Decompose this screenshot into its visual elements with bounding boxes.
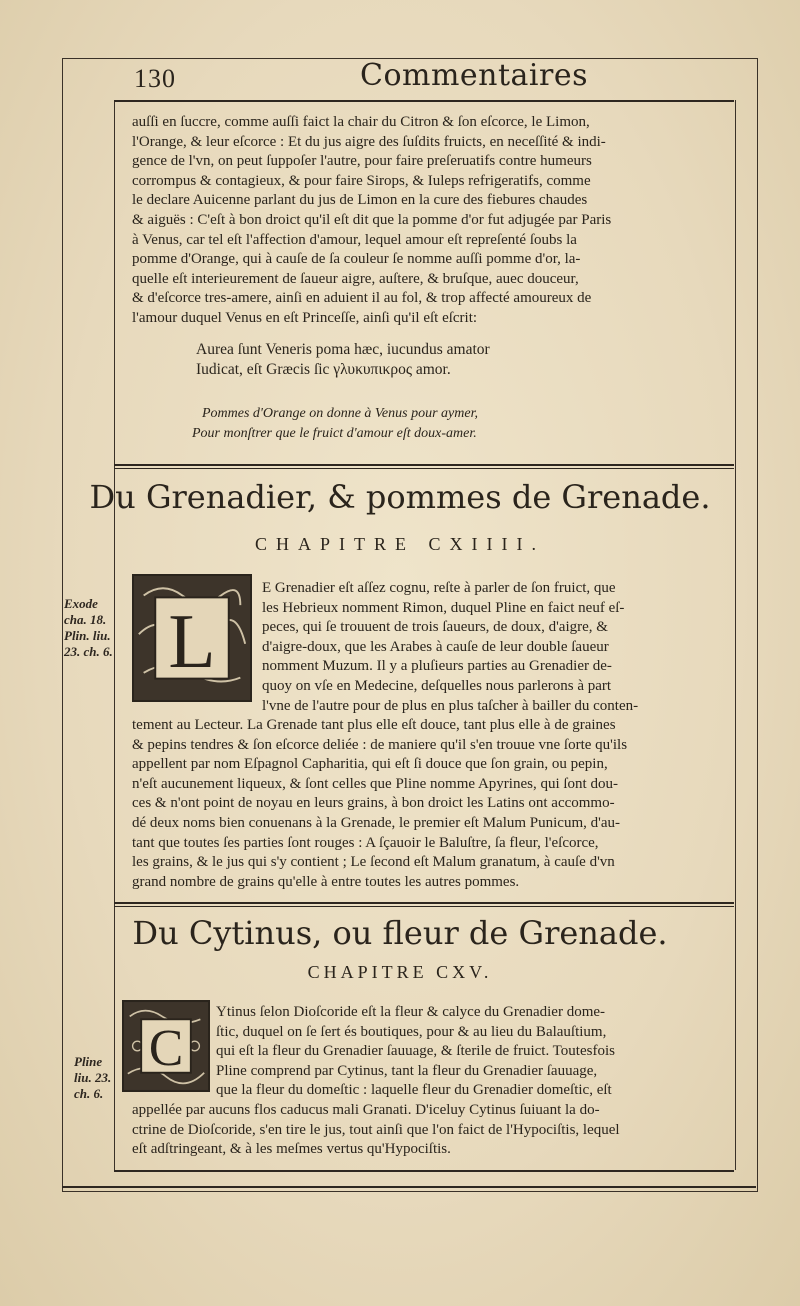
- header-rule: [114, 100, 734, 102]
- text-line: l'Orange, & leur eſcorce : Et du jus aigre des ſuſdits fruicts, en neceſſité & indi-: [132, 133, 606, 150]
- section-divider-2b: [114, 906, 734, 907]
- chapter-114-body: [132, 716, 726, 892]
- margin-note-line: Exode: [64, 596, 98, 611]
- margin-note-line: cha. 18.: [64, 612, 107, 627]
- decorated-initial-c: [122, 1000, 210, 1092]
- decorated-initial-ornament: [134, 576, 250, 700]
- decorated-initial-ornament: [124, 1002, 208, 1090]
- text-line: qui eſt la fleur du Grenadier ſauuage, & ſterile de fruict. Toutesfois: [216, 1043, 615, 1060]
- text-line: tant que toutes ſes parties ſont rouges : A ſçauoir le Baluſtre, ſa fleur, l'eſcorce,: [132, 834, 599, 851]
- chapter-number: CHAPITRE CXV.: [307, 962, 493, 982]
- text-line: eſt adſtringeant, & à les meſmes vertus qu'Hypociſtis.: [132, 1141, 451, 1158]
- margin-note-line: ch. 6.: [74, 1086, 104, 1101]
- text-line: les Hebrieux nomment Rimon, duquel Pline en faict neuf eſ-: [262, 599, 625, 616]
- margin-note-line: 23. ch. 6.: [64, 644, 113, 659]
- margin-note-line: liu. 23.: [74, 1070, 112, 1085]
- page-number: 130: [134, 64, 176, 93]
- text-line: corrompus & contagieux, & pour faire Sirops, & Iuleps refrigeratifs, comme: [132, 172, 591, 189]
- text-line: à Venus, car tel eſt l'affection d'amour, lequel amour eſt repreſenté ſoubs la: [132, 231, 577, 248]
- text-line: d'aigre-doux, que les Arabes à cauſe de leur double ſaueur: [262, 638, 609, 655]
- text-line: tement au Lecteur. La Grenade tant plus elle eſt douce, tant plus elle à de graines: [132, 717, 616, 733]
- chapter-number: CHAPITRE CXIIII.: [255, 534, 545, 554]
- chapter-115-opening: [216, 1003, 726, 1101]
- verse-line: Aurea ſunt Veneris poma hæc, iucundus amator: [196, 341, 490, 358]
- text-line: & d'eſcorce tres-amere, ainſi en aduient il au fol, & trop affecté amoureux de: [132, 290, 592, 307]
- section-divider-1b: [114, 468, 734, 469]
- text-line: n'eſt aucunement liqueux, & ſont celles que Pline nomme Apyrines, qui ſont dou-: [132, 775, 618, 792]
- text-line: dé deux noms bien conuenans à la Grenade, le premier eſt Malum Punicum, d'au-: [132, 814, 620, 831]
- text-line: ſtic, duquel on ſe ſert és boutiques, pour & au lieu du Balauſtium,: [216, 1023, 607, 1040]
- text-line: pomme d'Orange, qui à cauſe de ſa couleur ſe nomme auſſi pomme d'or, la-: [132, 251, 581, 268]
- svg-text:C: C: [148, 1020, 184, 1078]
- chapter-title: Du Grenadier, & pommes de Grenade.: [89, 478, 711, 516]
- running-title: Commentaires: [360, 58, 589, 93]
- text-line: le declare Auicenne parlant du jus de Limon en la cure des fiebures chaudes: [132, 192, 588, 209]
- text-line: & aiguës : C'eſt à bon droict qu'il eſt dit que la pomme d'or fut adjugée par Paris: [132, 211, 612, 228]
- section-divider-2: [114, 902, 734, 904]
- chapter-title: Du Cytinus, ou fleur de Grenade.: [132, 914, 668, 952]
- text-line: grand nombre de grains qu'elle à entre toutes les autres pommes.: [132, 873, 520, 890]
- text-line: quelle eſt interieurement de ſaueur aigre, auſtere, & bruſque, auec douceur,: [132, 270, 579, 287]
- section1-text: [132, 113, 726, 329]
- margin-note-line: Plin. liu.: [64, 628, 111, 643]
- text-line: ctrine de Dioſcoride, s'en tire le jus, tout ainſi que l'on faict de l'Hypociſtis, lequel: [132, 1121, 620, 1138]
- margin-note: [64, 596, 113, 660]
- verse-line: Iudicat, eſt Græcis ſic γλυκυπικρος amor.: [196, 361, 451, 378]
- text-line: auſſi en ſuccre, comme auſſi faict la chair du Citron & ſon eſcorce, le Limon,: [132, 114, 590, 130]
- text-line: appellée par aucuns flos caducus mali Granati. D'iceluy Cytinus ſuiuant la do-: [132, 1102, 600, 1118]
- text-line: l'vne de l'autre pour de plus en plus taſcher à bailler du conten-: [262, 697, 639, 714]
- text-line: & pepins tendres & ſon eſcorce deliée : de maniere qu'il s'en trouue vne ſorte qu'ils: [132, 736, 628, 753]
- chapter-114-opening: [262, 579, 726, 716]
- outer-bottom-rule: [62, 1186, 756, 1188]
- verse-line: Pommes d'Orange on donne à Venus pour aymer,: [202, 406, 478, 421]
- text-line: l'amour duquel Venus en eſt Princeſſe, ainſi qu'il eſt eſcrit:: [132, 309, 478, 326]
- text-line: que la fleur du domeſtic : laquelle fleur du Grenadier domeſtic, eſt: [216, 1082, 612, 1099]
- bottom-rule: [114, 1170, 734, 1172]
- text-line: ces & n'ont point de noyau en leurs grains, à bon droict les Latins ont accommo-: [132, 795, 615, 812]
- text-line: peces, qui ſe trouuent de trois ſaueurs, de doux, d'aigre, &: [262, 619, 608, 636]
- section-divider-1: [114, 464, 734, 466]
- verse-line: Pour monſtrer que le fruict d'amour eſt doux-amer.: [192, 426, 477, 441]
- svg-text:L: L: [168, 598, 216, 684]
- text-line: gence de l'vn, on peut ſuppoſer l'autre, pour faire preſeruatifs contre humeurs: [132, 153, 592, 170]
- chapter-115-body: [132, 1101, 726, 1160]
- latin-verse: [196, 340, 490, 380]
- text-line: quoy on vſe en Medecine, deſquelles nous parlerons à part: [262, 677, 612, 694]
- text-line: appellent par nom Eſpagnol Capharitia, qui eſt ſi douce que ſon grain, ou pepin,: [132, 756, 608, 773]
- margin-note: [74, 1054, 111, 1102]
- text-line: Pline comprend par Cytinus, tant la fleur du Grenadier ſauuage,: [216, 1062, 598, 1079]
- french-verse: [192, 404, 478, 444]
- text-line: nomment Muzum. Il y a pluſieurs parties au Grenadier de-: [262, 658, 612, 675]
- decorated-initial-l: [132, 574, 252, 702]
- text-line: Ytinus ſelon Dioſcoride eſt la fleur & calyce du Grenadier dome-: [216, 1004, 606, 1020]
- text-line: E Grenadier eſt aſſez cognu, reſte à parler de ſon fruict, que: [262, 580, 616, 596]
- margin-note-line: Pline: [74, 1054, 103, 1069]
- text-line: les grains, & le jus qui s'y contient ; Le ſecond eſt Malum granatum, à cauſe d'vn: [132, 854, 615, 871]
